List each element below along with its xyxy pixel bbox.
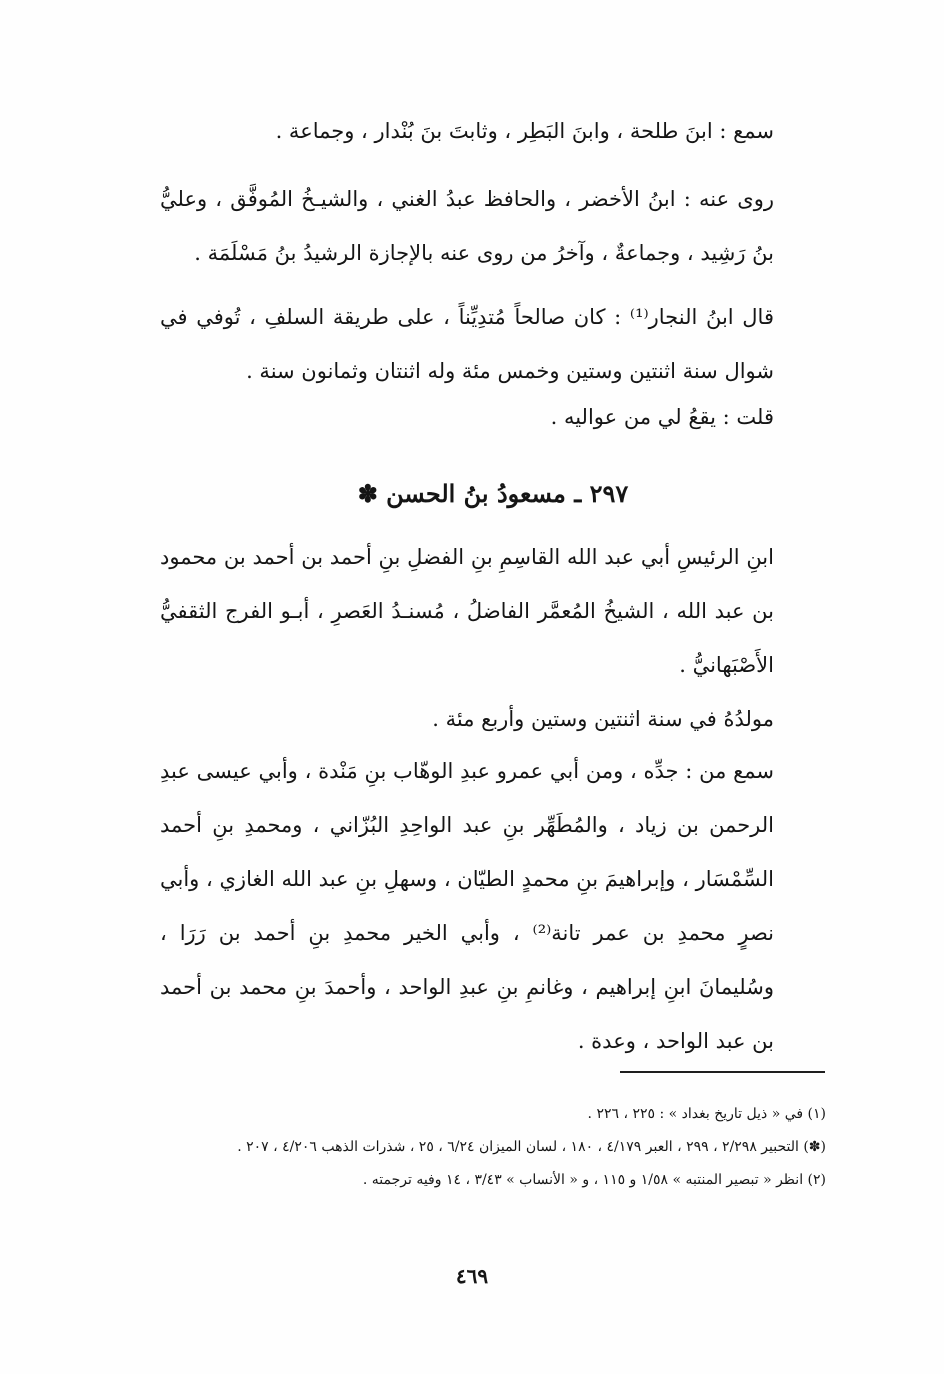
narrated-by-block <box>160 172 826 280</box>
birth-paragraph: مولدُهُ في سنة اثنتين وستين وأربع مئة . <box>432 707 774 731</box>
entry-heading: ٢٩٧ ـ مسعودُ بنُ الحسن ✽ <box>357 479 629 508</box>
author-note-block <box>160 390 826 444</box>
teachers-paragraph: سمع من : جدِّه ، ومن أبي عمرو عبدِ الوهّاب بنِ مَنْدة ، وأبي عيسى عبدِ الرحمن بن زياد ، والمُطَهِّر بنِ عبد الواحِدِ البُزّاني ، ومحمدِ بنِ أحمد السِّمْسَار ، وإبراهيمَ بنِ محمدٍ الطيّان ، وسهلِ بنِ عبد الله الغازي ، وأبي نصرٍ محمدِ بن عمر تانة⁽²⁾ ، وأبي الخير محمدِ بنِ أحمد بن رَرَا ، وسُليمانَ ابنِ إبراهيم ، وغانمِ بنِ عبدِ الواحد ، وأحمدَ بنِ محمد بن أحمد بن عبد الواحد ، وعدة . <box>160 759 775 1053</box>
birth-block <box>160 692 826 746</box>
previous-entry-continuation <box>160 104 826 158</box>
ibn-najjar-block <box>160 290 826 398</box>
footnote-star: (✽) التحبير ٢/٢٩٨ ، ٢٩٩ ، العبر ٤/١٧٩ ، ١٨٠ ، لسان الميزان ٦/٢٤ ، ٢٥ ، شذرات الذهب ٤/٢٠٦ ، ٢٠٧ . <box>237 1139 826 1155</box>
footnote-1: (١) في « ذيل تاريخ بغداد » : ٢٢٥ ، ٢٢٦ . <box>587 1106 826 1122</box>
page-number: ٤٦٩ <box>455 1264 489 1288</box>
ibn-najjar-quote-paragraph: قال ابنُ النجار⁽¹⁾ : كان صالحاً مُتدِيِّناً ، على طريقة السلفِ ، تُوفي في شوال سنة اثنتين وستين وخمس مئة وله اثنتان وثمانون سنة . <box>160 305 774 383</box>
narrated-by-paragraph: روى عنه : ابنُ الأخضر ، والحافظ عبدُ الغني ، والشيـخُ المُوفَّق ، وعليُّ بنُ رَشِيد ، وجماعةٌ ، وآخرُ من روى عنه بالإجازة الرشيدُ بنُ مَسْلَمَة . <box>160 187 774 265</box>
footnotes <box>160 1098 826 1197</box>
teachers-block <box>160 744 826 1068</box>
footnote-2: (٢) انظر « تبصير المنتبه » ١/٥٨ و ١١٥ ، و « الأنساب » ٣/٤٣ ، ١٤ وفيه ترجمته . <box>362 1172 826 1188</box>
lineage-block <box>160 530 826 692</box>
lineage-paragraph: ابنِ الرئيسِ أبي عبد الله القاسِمِ بنِ الفضلِ بنِ أحمد بن أحمد بن محمود بن عبد الله ، الشيخُ المُعمَّر الفاضلُ ، مُسنـدُ العَصرِ ، أبـو الفرج الثقفيُّ الأَصْبَهانيُّ . <box>160 545 774 677</box>
footnote-separator <box>620 1071 825 1073</box>
author-note-paragraph: قلت : يقعُ لي من عواليه . <box>550 405 774 429</box>
heard-from-paragraph: سمع : ابنَ طلحة ، وابنَ البَطِر ، وثابتَ بنَ بُنْدار ، وجماعة . <box>275 119 774 143</box>
